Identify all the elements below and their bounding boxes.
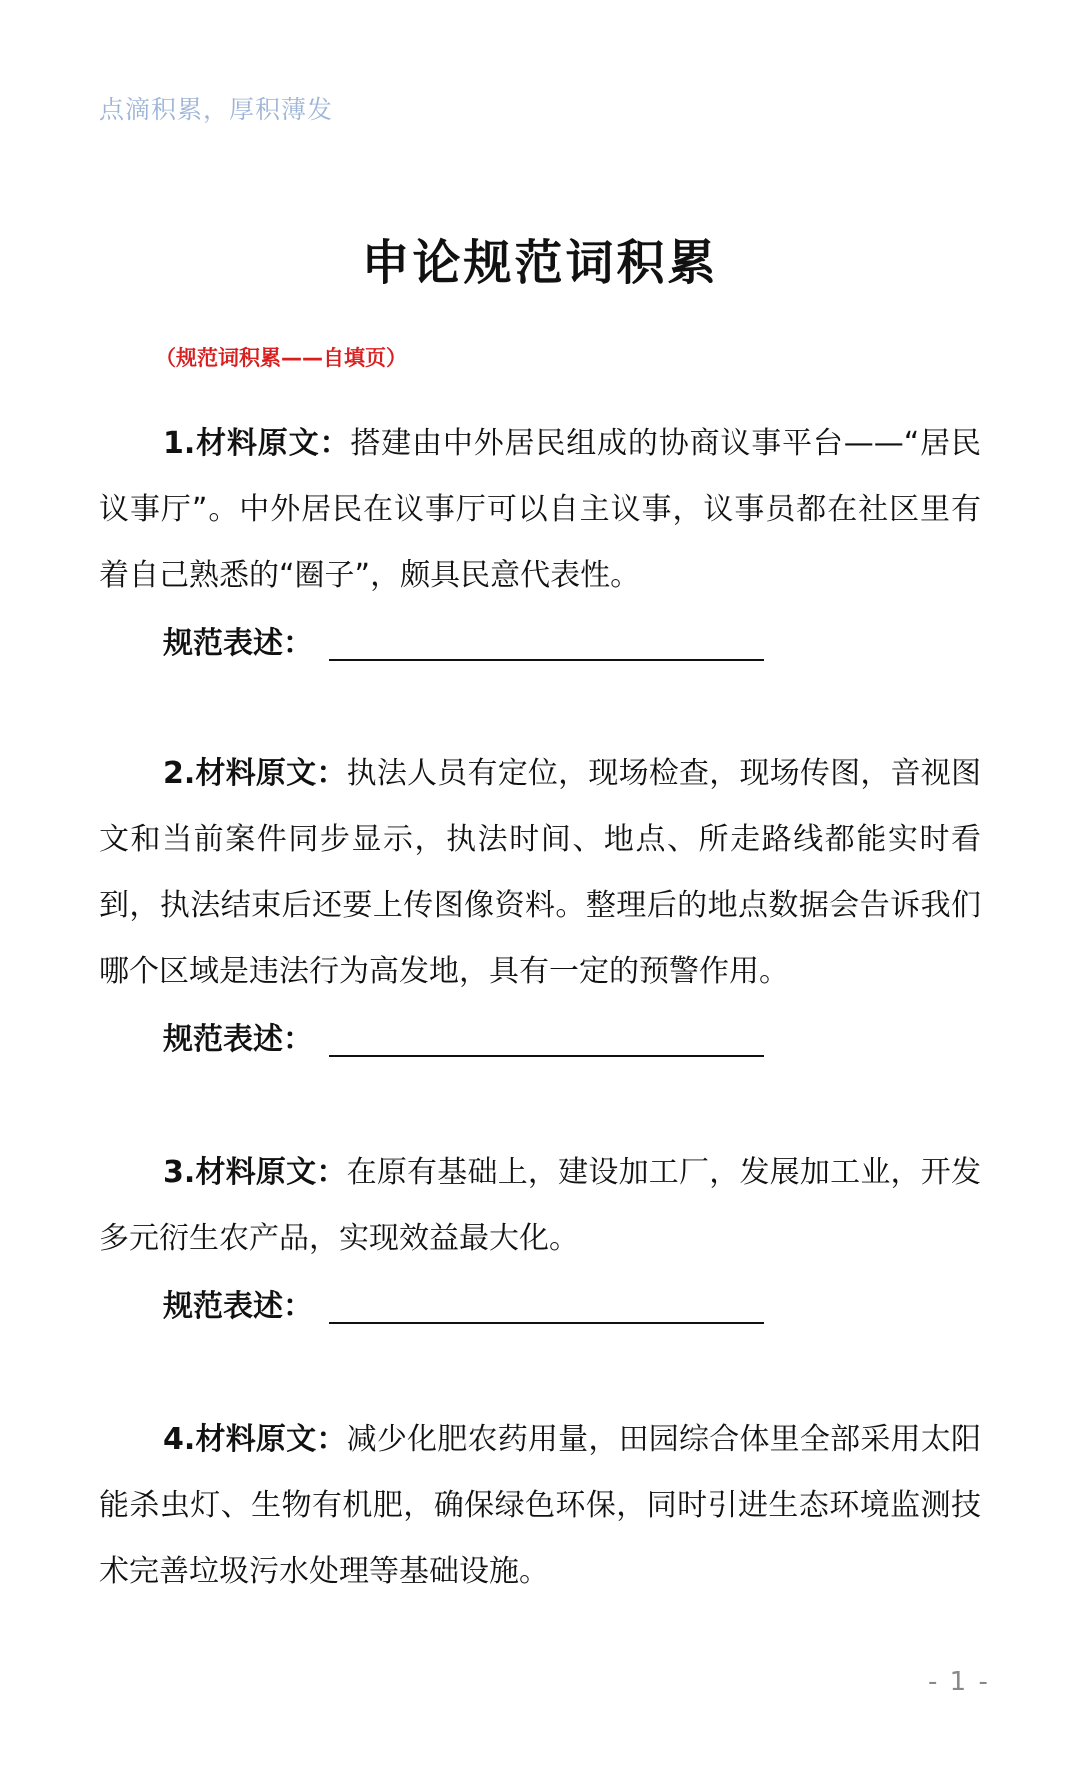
material-label: 2.材料原文： <box>163 756 347 791</box>
material-label: 1.材料原文： <box>163 426 351 461</box>
exercise-item-4 <box>99 1407 981 1605</box>
header-motto: 点滴积累，厚积薄发 <box>99 95 334 124</box>
exercise-item-2 <box>99 741 981 1073</box>
material-paragraph <box>99 1140 981 1272</box>
material-paragraph <box>99 411 981 609</box>
material-text: 在原有基础上，建设加工厂，发展加工业，开发多元衍生农产品，实现效益最大化。 <box>99 1155 981 1256</box>
material-paragraph <box>99 1407 981 1605</box>
material-label: 4.材料原文： <box>163 1422 347 1457</box>
material-text: 搭建由中外居民组成的协商议事平台——“居民议事厅”。中外居民在议事厅可以自主议事，议事员都在社区里有着自己熟悉的“圈子”，颇具民意代表性。 <box>99 426 981 593</box>
material-paragraph <box>99 741 981 1005</box>
exercise-item-3 <box>99 1140 981 1340</box>
page-subtitle: （规范词积累——自填页） <box>155 346 407 370</box>
answer-label: 规范表述： <box>163 1289 313 1324</box>
material-text: 执法人员有定位，现场检查，现场传图，音视图文和当前案件同步显示，执法时间、地点、所走路线都能实时看到，执法结束后还要上传图像资料。整理后的地点数据会告诉我们哪个区域是违法行为高发地，具有一定的预警作用。 <box>99 756 981 989</box>
exercise-item-1 <box>99 411 981 677</box>
answer-row <box>99 611 981 677</box>
answer-blank-line[interactable] <box>329 659 764 661</box>
material-label: 3.材料原文： <box>163 1155 347 1190</box>
page-number: - 1 - <box>928 1667 990 1697</box>
answer-blank-line[interactable] <box>329 1322 764 1324</box>
answer-row <box>99 1007 981 1073</box>
answer-label: 规范表述： <box>163 626 313 661</box>
page-title: 申论规范词积累 <box>361 235 719 291</box>
answer-label: 规范表述： <box>163 1022 313 1057</box>
answer-row <box>99 1274 981 1340</box>
answer-blank-line[interactable] <box>329 1055 764 1057</box>
material-text: 减少化肥农药用量，田园综合体里全部采用太阳能杀虫灯、生物有机肥，确保绿色环保，同时引进生态环境监测技术完善垃圾污水处理等基础设施。 <box>99 1422 981 1589</box>
